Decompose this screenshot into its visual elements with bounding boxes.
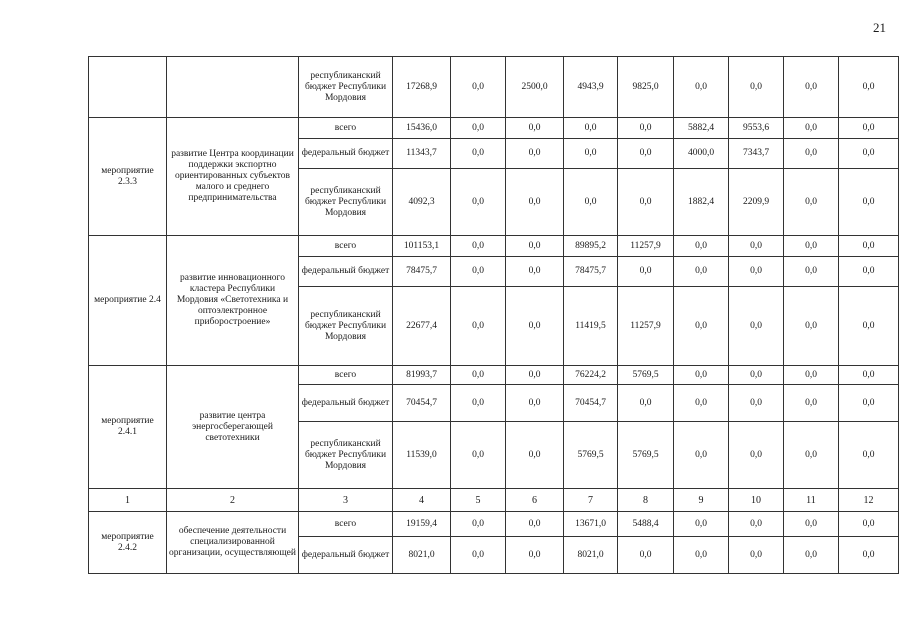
amount-cell: 0,0 <box>729 512 784 537</box>
table-row <box>89 236 899 257</box>
table-row <box>89 118 899 139</box>
funding-source: федеральный бюджет <box>299 257 393 287</box>
amount-cell: 0,0 <box>506 512 564 537</box>
amount-cell: 5769,5 <box>618 366 674 385</box>
amount-cell: 0,0 <box>451 287 506 366</box>
column-number: 4 <box>393 489 451 512</box>
funding-source: всего <box>299 236 393 257</box>
amount-cell: 0,0 <box>451 118 506 139</box>
amount-cell: 0,0 <box>451 169 506 236</box>
amount-cell: 0,0 <box>506 287 564 366</box>
amount-cell: 0,0 <box>839 512 899 537</box>
amount-cell: 0,0 <box>784 512 839 537</box>
amount-cell: 0,0 <box>784 385 839 422</box>
activity-name: развитие Центра координации поддержки экспортно ориентированных субъектов малого и среднего предпринимательства <box>167 118 299 236</box>
amount-cell: 0,0 <box>674 512 729 537</box>
activity-name: развитие центра энергосберегающей светотехники <box>167 366 299 489</box>
amount-cell: 0,0 <box>674 537 729 574</box>
amount-cell: 22677,4 <box>393 287 451 366</box>
amount-cell: 76224,2 <box>564 366 618 385</box>
amount-cell: 5488,4 <box>618 512 674 537</box>
table-row <box>89 366 899 385</box>
amount-cell: 89895,2 <box>564 236 618 257</box>
amount-cell: 0,0 <box>451 57 506 118</box>
amount-cell: 0,0 <box>839 139 899 169</box>
amount-cell: 0,0 <box>729 385 784 422</box>
activity-code: мероприятие 2.4.1 <box>89 366 167 489</box>
amount-cell: 0,0 <box>839 385 899 422</box>
amount-cell: 1882,4 <box>674 169 729 236</box>
amount-cell: 0,0 <box>839 57 899 118</box>
funding-source: республиканский бюджет Республики Мордовия <box>299 57 393 118</box>
funding-source: всего <box>299 366 393 385</box>
amount-cell: 9553,6 <box>729 118 784 139</box>
column-number: 11 <box>784 489 839 512</box>
amount-cell: 13671,0 <box>564 512 618 537</box>
amount-cell: 0,0 <box>674 366 729 385</box>
amount-cell: 4000,0 <box>674 139 729 169</box>
column-number: 2 <box>167 489 299 512</box>
amount-cell: 0,0 <box>618 169 674 236</box>
amount-cell: 0,0 <box>674 422 729 489</box>
amount-cell: 0,0 <box>729 537 784 574</box>
amount-cell: 101153,1 <box>393 236 451 257</box>
amount-cell: 0,0 <box>839 118 899 139</box>
amount-cell: 0,0 <box>784 118 839 139</box>
amount-cell: 0,0 <box>451 139 506 169</box>
amount-cell: 11257,9 <box>618 236 674 257</box>
budget-table <box>88 56 899 574</box>
amount-cell: 0,0 <box>784 287 839 366</box>
amount-cell: 0,0 <box>839 257 899 287</box>
amount-cell: 0,0 <box>674 57 729 118</box>
amount-cell: 11343,7 <box>393 139 451 169</box>
amount-cell: 4943,9 <box>564 57 618 118</box>
amount-cell: 0,0 <box>506 385 564 422</box>
activity-name <box>167 57 299 118</box>
amount-cell: 0,0 <box>506 236 564 257</box>
amount-cell: 0,0 <box>729 287 784 366</box>
amount-cell: 0,0 <box>618 385 674 422</box>
amount-cell: 0,0 <box>506 169 564 236</box>
amount-cell: 78475,7 <box>393 257 451 287</box>
amount-cell: 0,0 <box>451 366 506 385</box>
funding-source: федеральный бюджет <box>299 537 393 574</box>
column-number: 12 <box>839 489 899 512</box>
amount-cell: 0,0 <box>839 537 899 574</box>
amount-cell: 0,0 <box>839 236 899 257</box>
column-number: 8 <box>618 489 674 512</box>
amount-cell: 11257,9 <box>618 287 674 366</box>
amount-cell: 2500,0 <box>506 57 564 118</box>
column-number: 6 <box>506 489 564 512</box>
funding-source: федеральный бюджет <box>299 139 393 169</box>
amount-cell: 0,0 <box>451 537 506 574</box>
amount-cell: 78475,7 <box>564 257 618 287</box>
amount-cell: 0,0 <box>784 366 839 385</box>
amount-cell: 0,0 <box>451 236 506 257</box>
column-number: 3 <box>299 489 393 512</box>
amount-cell: 0,0 <box>674 287 729 366</box>
amount-cell: 0,0 <box>674 257 729 287</box>
amount-cell: 5769,5 <box>618 422 674 489</box>
amount-cell: 0,0 <box>451 257 506 287</box>
table-row <box>89 57 899 118</box>
funding-source: республиканский бюджет Республики Мордовия <box>299 169 393 236</box>
amount-cell: 0,0 <box>506 118 564 139</box>
amount-cell: 19159,4 <box>393 512 451 537</box>
amount-cell: 0,0 <box>506 537 564 574</box>
activity-code: мероприятие 2.4 <box>89 236 167 366</box>
amount-cell: 0,0 <box>784 257 839 287</box>
activity-name: развитие инновационного кластера Республики Мордовия «Светотехника и оптоэлектронное приборостроение» <box>167 236 299 366</box>
amount-cell: 0,0 <box>618 257 674 287</box>
amount-cell: 0,0 <box>451 512 506 537</box>
amount-cell: 0,0 <box>784 169 839 236</box>
amount-cell: 0,0 <box>506 422 564 489</box>
amount-cell: 0,0 <box>729 422 784 489</box>
amount-cell: 15436,0 <box>393 118 451 139</box>
amount-cell: 0,0 <box>564 169 618 236</box>
amount-cell: 5769,5 <box>564 422 618 489</box>
amount-cell: 0,0 <box>618 537 674 574</box>
amount-cell: 7343,7 <box>729 139 784 169</box>
amount-cell: 2209,9 <box>729 169 784 236</box>
amount-cell: 9825,0 <box>618 57 674 118</box>
amount-cell: 0,0 <box>564 118 618 139</box>
amount-cell: 0,0 <box>674 385 729 422</box>
column-number: 9 <box>674 489 729 512</box>
column-number: 10 <box>729 489 784 512</box>
funding-source: всего <box>299 118 393 139</box>
amount-cell: 11539,0 <box>393 422 451 489</box>
amount-cell: 0,0 <box>784 236 839 257</box>
funding-source: республиканский бюджет Республики Мордовия <box>299 422 393 489</box>
amount-cell: 0,0 <box>839 169 899 236</box>
amount-cell: 0,0 <box>784 422 839 489</box>
amount-cell: 5882,4 <box>674 118 729 139</box>
amount-cell: 0,0 <box>506 257 564 287</box>
activity-code: мероприятие 2.4.2 <box>89 512 167 574</box>
amount-cell: 81993,7 <box>393 366 451 385</box>
amount-cell: 0,0 <box>451 385 506 422</box>
amount-cell: 0,0 <box>506 139 564 169</box>
amount-cell: 0,0 <box>506 366 564 385</box>
amount-cell: 0,0 <box>784 57 839 118</box>
amount-cell: 0,0 <box>564 139 618 169</box>
amount-cell: 0,0 <box>618 118 674 139</box>
amount-cell: 11419,5 <box>564 287 618 366</box>
column-number: 1 <box>89 489 167 512</box>
amount-cell: 0,0 <box>618 139 674 169</box>
activity-name: обеспечение деятельности специализированной организации, осуществляющей <box>167 512 299 574</box>
column-number-row <box>89 489 899 512</box>
amount-cell: 0,0 <box>839 366 899 385</box>
table-row <box>89 512 899 537</box>
amount-cell: 8021,0 <box>393 537 451 574</box>
column-number: 5 <box>451 489 506 512</box>
amount-cell: 0,0 <box>729 57 784 118</box>
amount-cell: 0,0 <box>729 366 784 385</box>
amount-cell: 70454,7 <box>564 385 618 422</box>
activity-code <box>89 57 167 118</box>
funding-source: федеральный бюджет <box>299 385 393 422</box>
amount-cell: 0,0 <box>784 537 839 574</box>
page-number: 21 <box>873 20 886 35</box>
amount-cell: 17268,9 <box>393 57 451 118</box>
amount-cell: 8021,0 <box>564 537 618 574</box>
amount-cell: 4092,3 <box>393 169 451 236</box>
amount-cell: 0,0 <box>674 236 729 257</box>
activity-code: мероприятие 2.3.3 <box>89 118 167 236</box>
amount-cell: 70454,7 <box>393 385 451 422</box>
amount-cell: 0,0 <box>451 422 506 489</box>
amount-cell: 0,0 <box>729 257 784 287</box>
funding-source: республиканский бюджет Республики Мордовия <box>299 287 393 366</box>
amount-cell: 0,0 <box>729 236 784 257</box>
amount-cell: 0,0 <box>839 422 899 489</box>
funding-source: всего <box>299 512 393 537</box>
amount-cell: 0,0 <box>839 287 899 366</box>
amount-cell: 0,0 <box>784 139 839 169</box>
column-number: 7 <box>564 489 618 512</box>
